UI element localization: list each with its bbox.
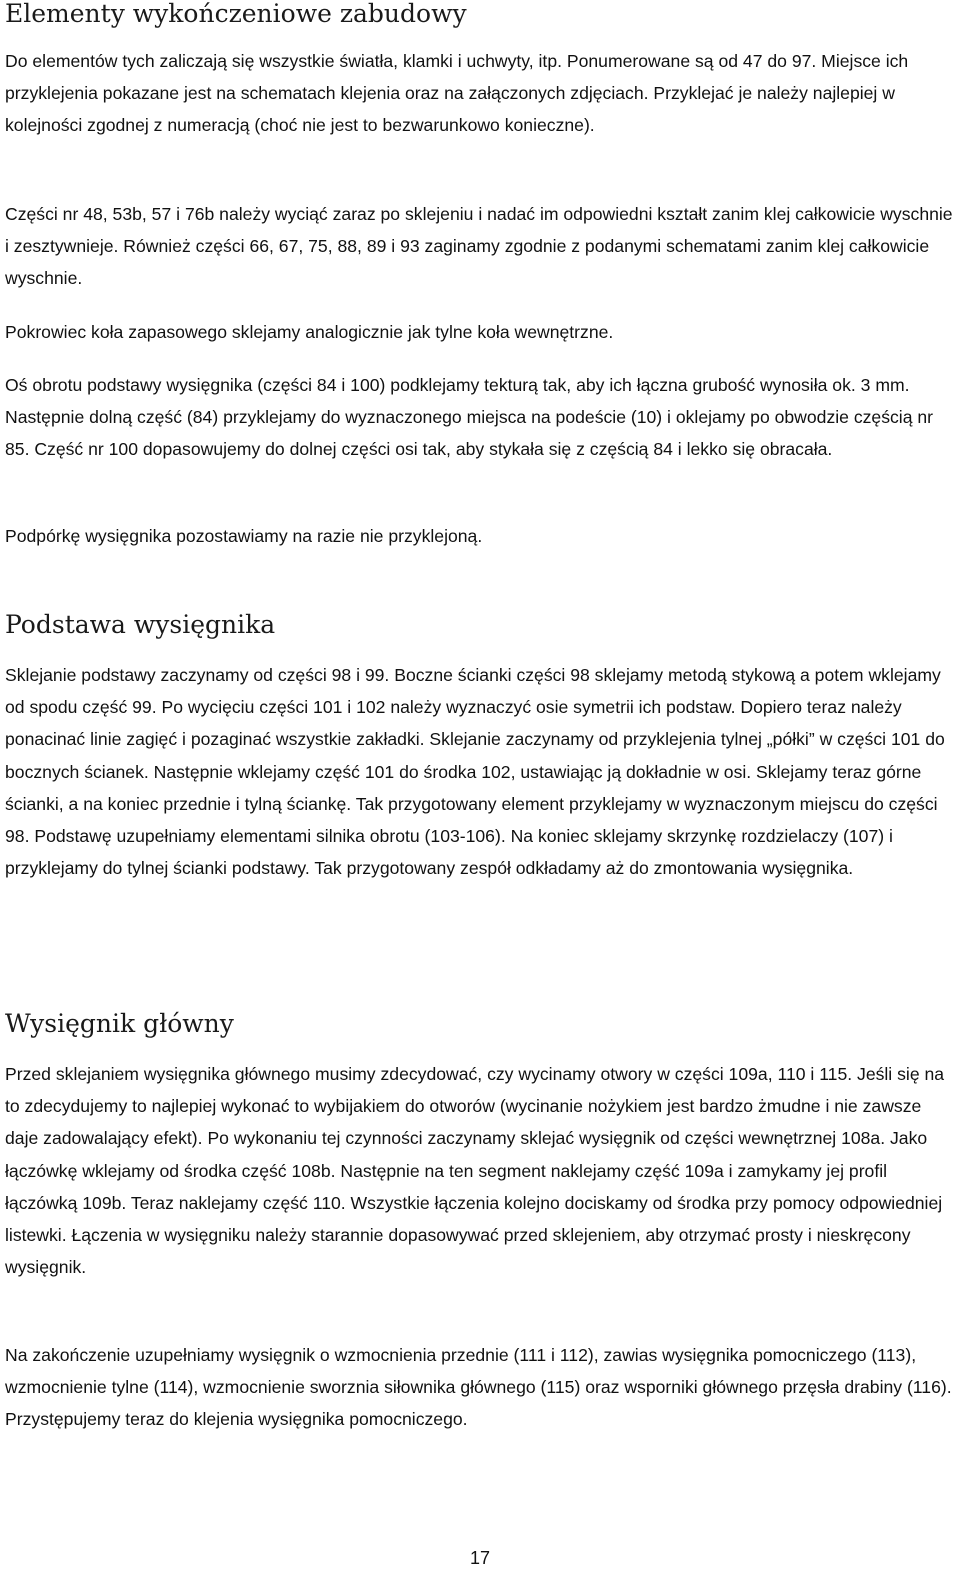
paragraph-finishing-intro: Do elementów tych zaliczają się wszystkie światła, klamki i uchwyty, itp. Ponumerowane są od 47 do 97. Miejsce ich przyklejenia pokazane jest na schematach klejenia oraz na załączonych zdjęciach. Przyklejać je należy najlepiej w kolejności zgodnej z numeracją (choć nie jest to bezwarunkowo konieczne). [5, 51, 909, 136]
section-heading-boom-base: Podstawa wysięgnika [5, 610, 276, 639]
section-heading-main-boom: Wysięgnik główny [5, 1009, 234, 1038]
page-number: 17 [469, 1548, 491, 1568]
paragraph-finishing-support: Podpórkę wysięgnika pozostawiamy na razie nie przyklejoną. [5, 526, 483, 546]
section-heading-finishing-elements: Elementy wykończeniowe zabudowy [5, 0, 467, 28]
paragraph-main-boom-intro: Przed sklejaniem wysięgnika głównego musimy zdecydować, czy wycinamy otwory w części 109a, 110 i 115. Jeśli się na to zdecydujemy to najlepiej wykonać to wybijakiem do otworów (wycinanie nożykiem jest bardzo żmudne i nie zawsze daje zadowalający efekt). Po wykonaniu tej czynności zaczynamy sklejać wysięgnik od części wewnętrznej 108a. Jako łączówkę wklejamy od środka część 108b. Następnie na ten segment naklejamy część 109a i zamykamy jej profil łączówką 109b. Teraz naklejamy część 110. Wszystkie łączenia kolejno dociskamy od środka przy pomocy odpowiedniej listewki. Łączenia w wysięgniku należy starannie dopasowywać przed sklejeniem, aby otrzymać prosty i nieskręcony wysięgnik. [5, 1064, 945, 1278]
paragraph-boom-base: Sklejanie podstawy zaczynamy od części 98 i 99. Boczne ścianki części 98 sklejamy metodą stykową a potem wklejamy od spodu część 99. Po wycięciu części 101 i 102 należy wyznaczyć osie symetrii ich podstaw. Dopiero teraz należy ponacinać linie zagięć i pozaginać wszystkie zakładki. Sklejanie zaczynamy od przyklejenia tylnej „półki” w części 101 do bocznych ścianek. Następnie wklejamy część 101 do środka 102, ustawiając ją dokładnie w osi. Sklejamy teraz górne ścianki, a na koniec przednie i tylną ściankę. Tak przygotowany element przyklejamy w wyznaczonym miejscu do części 98. Podstawę uzupełniamy elementami silnika obrotu (103-106). Na koniec sklejamy skrzynkę rozdzielaczy (107) i przyklejamy do tylnej ścianki podstawy. Tak przygotowany zespół odkładamy aż do zmontowania wysięgnika. [5, 665, 945, 879]
paragraph-main-boom-finish: Na zakończenie uzupełniamy wysięgnik o wzmocnienia przednie (111 i 112), zawias wysięgnika pomocniczego (113), wzmocnienie tylne (114), wzmocnienie sworznia siłownika głównego (115) oraz wsporniki głównego przęsła drabiny (116). Przystępujemy teraz do klejenia wysięgnika pomocniczego. [5, 1345, 952, 1430]
paragraph-finishing-spare-wheel: Pokrowiec koła zapasowego sklejamy analogicznie jak tylne koła wewnętrzne. [5, 322, 614, 342]
paragraph-finishing-axis: Oś obrotu podstawy wysięgnika (części 84 i 100) podklejamy tekturą tak, aby ich łączna grubość wynosiła ok. 3 mm. Następnie dolną część (84) przyklejamy do wyznaczonego miejsca na podeście (10) i oklejamy po obwodzie częścią nr 85. Część nr 100 dopasowujemy do dolnej części osi tak, aby stykała się z częścią 84 i lekko się obracała. [5, 375, 934, 460]
paragraph-finishing-cutting: Części nr 48, 53b, 57 i 76b należy wyciąć zaraz po sklejeniu i nadać im odpowiedni kształt zanim klej całkowicie wyschnie i zesztywnieje. Również części 66, 67, 75, 88, 89 i 93 zaginamy zgodnie z podanymi schematami zanim klej całkowicie wyschnie. [5, 204, 953, 289]
